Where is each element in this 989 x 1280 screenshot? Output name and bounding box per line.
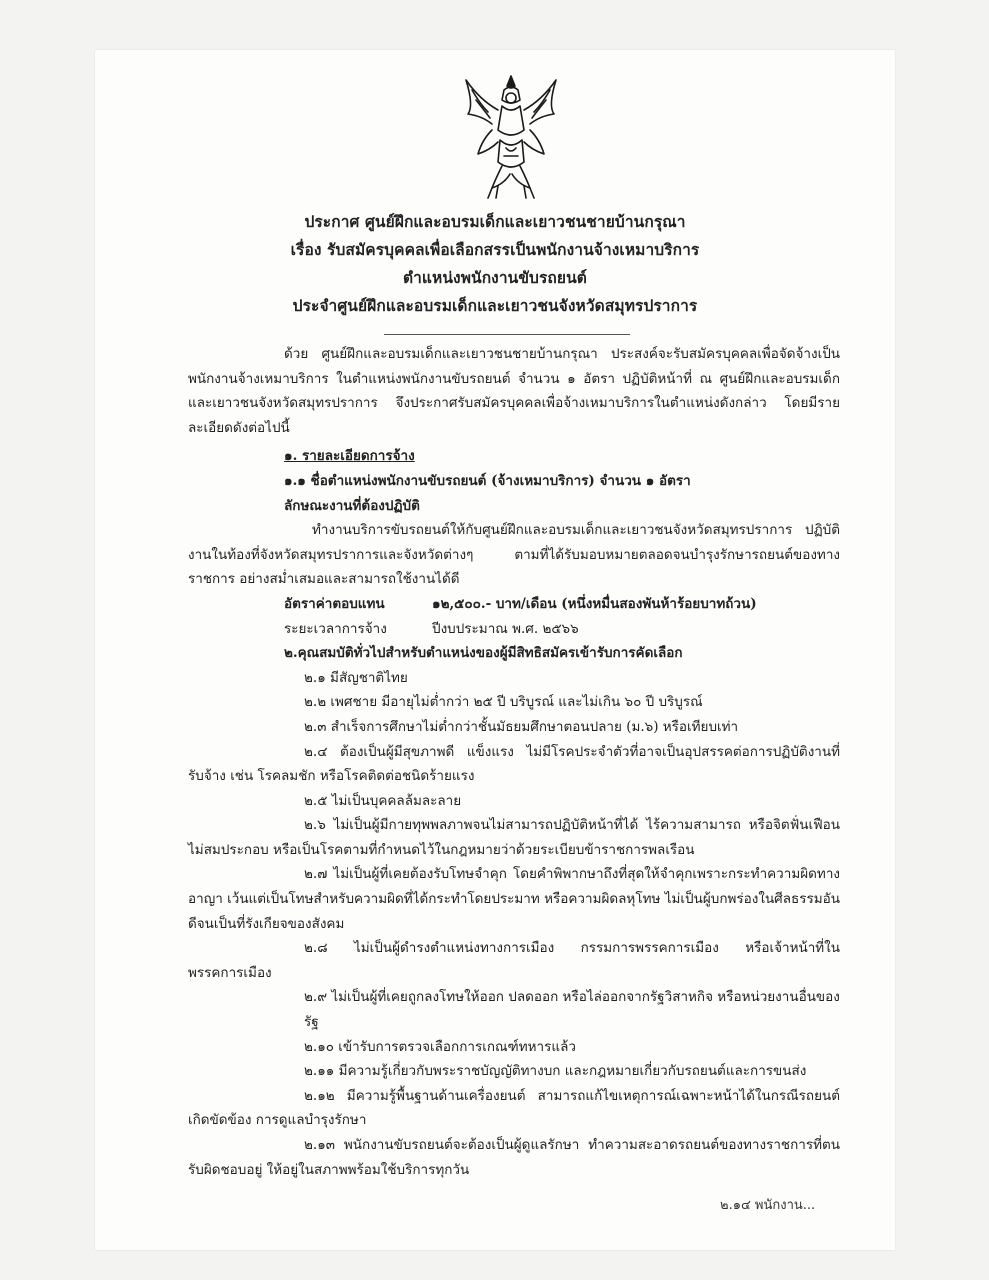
section-1-title: ๑. รายละเอียดการจ้าง bbox=[284, 448, 415, 465]
qualification-1: ๒.๑ มีสัญชาติไทย bbox=[304, 669, 408, 686]
period-row bbox=[188, 617, 840, 642]
qualification-5: ๒.๕ ไม่เป็นบุคคลล้มละลาย bbox=[304, 792, 462, 809]
announcement-header bbox=[95, 208, 895, 320]
qualification-6: ๒.๖ ไม่เป็นผู้มีกายทุพพลภาพจนไม่สามารถปฏิบัติหน้าที่ได้ ไร้ความสามารถ หรือจิตฟั่นเฟือนไม่สมประกอบ หรือเป็นโรคตามที่กำหนดไว้ในกฎหมายว่าด้วยระเบียบข้าราชการพลเรือน bbox=[188, 817, 840, 858]
header-line-2: เรื่อง รับสมัครบุคคลเพื่อเลือกสรรเป็นพนักงานจ้างเหมาบริการ bbox=[290, 240, 700, 259]
qualification-9: ๒.๙ ไม่เป็นผู้ที่เคยถูกลงโทษให้ออก ปลดออก หรือไล่ออกจากรัฐวิสาหกิจ หรือหน่วยงานอื่นของรัฐ bbox=[304, 989, 840, 1031]
garuda-emblem-icon bbox=[452, 70, 570, 202]
qualification-3: ๒.๓ สำเร็จการศึกษาไม่ต่ำกว่าชั้นมัธยมศึกษาตอนปลาย (ม.๖) หรือเทียบเท่า bbox=[304, 718, 739, 735]
qualification-10: ๒.๑๐ เข้ารับการตรวจเลือกการเกณฑ์ทหารแล้ว bbox=[304, 1038, 576, 1055]
document-body bbox=[188, 342, 840, 1182]
section-2-title: ๒.คุณสมบัติทั่วไปสำหรับตำแหน่งของผู้มีสิทธิสมัครเข้ารับการคัดเลือก bbox=[284, 645, 683, 662]
qualification-4: ๒.๔ ต้องเป็นผู้มีสุขภาพดี แข็งแรง ไม่มีโรคประจำตัวที่อาจเป็นอุปสรรคต่อการปฏิบัติงานที่รับจ้าง เช่น โรคลมชัก หรือโรคติดต่อชนิดร้ายแรง bbox=[188, 743, 840, 785]
pay-label: อัตราค่าตอบแทน bbox=[284, 595, 385, 612]
qualification-11: ๒.๑๑ มีความรู้เกี่ยวกับพระราชบัญญัติทางบก และกฎหมายเกี่ยวกับรถยนต์และการขนส่ง bbox=[304, 1063, 807, 1080]
qualification-2: ๒.๒ เพศชาย มีอายุไม่ต่ำกว่า ๒๕ ปี บริบูรณ์ และไม่เกิน ๖๐ ปี บริบูรณ์ bbox=[304, 694, 703, 711]
qualification-8: ๒.๘ ไม่เป็นผู้ดำรงตำแหน่งทางการเมือง กรรมการพรรคการเมือง หรือเจ้าหน้าที่ในพรรคการเมือง bbox=[188, 940, 840, 981]
intro-paragraph: ด้วย ศูนย์ฝึกและอบรมเด็กและเยาวชนชายบ้านกรุณา ประสงค์จะรับสมัครบุคคลเพื่อจัดจ้างเป็นพนักงานจ้างเหมาบริการ ในตำแหน่งพนักงานขับรถยนต์ จำนวน ๑ อัตรา ปฏิบัติหน้าที่ ณ ศูนย์ฝึกและอบรมเด็กและเยาวชนจังหวัดสมุทรปราการ จึงประกาศรับสมัครบุคคลเพื่อจ้างเหมาบริการในตำแหน่งดังกล่าว โดยมีรายละเอียดดังต่อไปนี้ bbox=[188, 346, 840, 436]
duties-text: ทำงานบริการขับรถยนต์ให้กับศูนย์ฝึกและอบรมเด็กและเยาวชนจังหวัดสมุทรปราการ ปฏิบัติงานในท้องที่จังหวัดสมุทรปราการและจังหวัดต่างๆ ตามที่ได้รับมอบหมายตลอดจนบำรุงรักษารถยนต์ของทางราชการ อย่างสม่ำเสมอและสามารถใช้งานได้ดี bbox=[188, 522, 840, 588]
continuation-note: ๒.๑๔ พนักงาน... bbox=[720, 1198, 816, 1213]
header-line-1: ประกาศ ศูนย์ฝึกและอบรมเด็กและเยาวชนชายบ้านกรุณา bbox=[304, 212, 686, 231]
duties-title: ลักษณะงานที่ต้องปฏิบัติ bbox=[284, 497, 420, 514]
period-value: ปีงบประมาณ พ.ศ. ๒๕๖๖ bbox=[432, 620, 579, 637]
qualification-12: ๒.๑๒ มีความรู้พื้นฐานด้านเครื่องยนต์ สามารถแก้ไขเหตุการณ์เฉพาะหน้าได้ในกรณีรถยนต์เกิดขัดข้อง การดูแลบำรุงรักษา bbox=[188, 1087, 840, 1129]
qualification-7: ๒.๗ ไม่เป็นผู้ที่เคยต้องรับโทษจำคุก โดยคำพิพากษาถึงที่สุดให้จำคุกเพราะกระทำความผิดทางอาญา เว้นแต่เป็นโทษสำหรับความผิดที่ได้กระทำโดยประมาท หรือความผิดลหุโทษ ไม่เป็นผู้บกพร่องในศีลธรรมอันดีจนเป็นที่รังเกียจของสังคม bbox=[188, 866, 840, 932]
period-label: ระยะเวลาการจ้าง bbox=[284, 620, 387, 637]
section-1-1: ๑.๑ ชื่อตำแหน่งพนักงานขับรถยนต์ (จ้างเหมาบริการ) จำนวน ๑ อัตรา bbox=[284, 472, 691, 489]
pay-value: ๑๒,๕๐๐.- บาท/เดือน (หนึ่งหมื่นสองพันห้าร้อยบาทถ้วน) bbox=[432, 595, 757, 612]
header-line-4: ประจำศูนย์ฝึกและอบรมเด็กและเยาวชนจังหวัดสมุทรปราการ bbox=[292, 296, 698, 315]
qualification-13: ๒.๑๓ พนักงานขับรถยนต์จะต้องเป็นผู้ดูแลรักษา ทำความสะอาดรถยนต์ของทางราชการที่ตนรับผิดชอบอยู่ ให้อยู่ในสภาพพร้อมใช้บริการทุกวัน bbox=[188, 1137, 840, 1178]
header-line-3: ตำแหน่งพนักงานขับรถยนต์ bbox=[403, 268, 587, 287]
pay-row bbox=[188, 592, 840, 617]
header-divider bbox=[384, 334, 630, 335]
